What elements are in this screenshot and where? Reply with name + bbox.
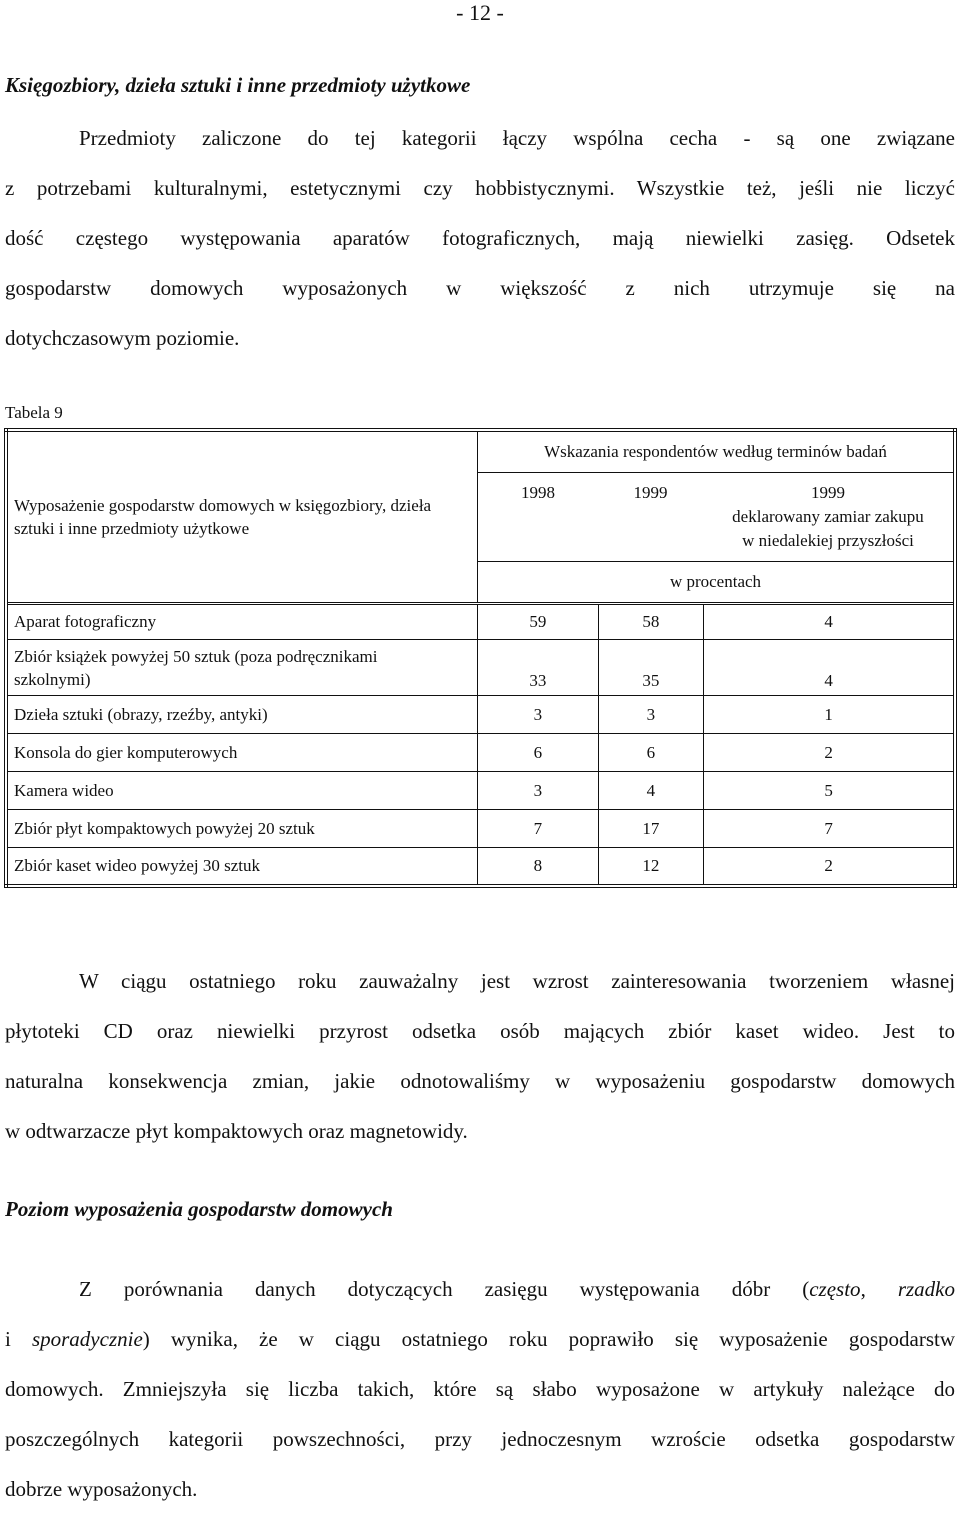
value-1998: 8 xyxy=(478,848,599,886)
value-1998: 6 xyxy=(478,734,599,772)
value-plan: 4 xyxy=(704,640,955,696)
paragraph-line xyxy=(5,1314,955,1364)
paragraph-line xyxy=(5,1264,955,1314)
paragraph-line: gospodarstw domowych wyposażonych w większość z nich utrzymuje się na xyxy=(5,276,955,300)
equipment-table xyxy=(4,428,957,888)
value-1999: 3 xyxy=(598,696,704,734)
paragraph-line: Przedmioty zaliczone do tej kategorii łączy wspólna cecha - są one związane xyxy=(79,126,955,150)
paragraph-line: W ciągu ostatniego roku zauważalny jest wzrost zainteresowania tworzeniem własnej xyxy=(79,969,955,993)
value-1999: 12 xyxy=(598,848,704,886)
group-header-cell xyxy=(478,430,956,561)
emphasis-often: często xyxy=(809,1277,861,1301)
text-run: ) wynika, że w ciągu ostatniego roku poprawiło się wyposażenie gospodarstw xyxy=(142,1327,955,1351)
table-row xyxy=(6,640,955,696)
text-run: i xyxy=(5,1327,11,1351)
section-heading-equipment-level: Poziom wyposażenia gospodarstw domowych xyxy=(5,1197,393,1221)
section-heading-collections: Księgozbiory, dzieła sztuki i inne przedmioty użytkowe xyxy=(5,73,471,97)
cd-trend-paragraph xyxy=(5,956,955,1156)
row-label: Konsola do gier komputerowych xyxy=(6,734,478,772)
row-label: Kamera wideo xyxy=(6,772,478,810)
value-1998: 33 xyxy=(478,640,599,696)
column-header-1998: 1998 xyxy=(521,483,555,502)
column-header-plan xyxy=(703,481,953,553)
page-number: - 12 - xyxy=(456,0,504,25)
paragraph-line: dość częstego występowania aparatów fotograficznych, mają niewielki zasięg. Odsetek xyxy=(5,226,955,250)
value-plan: 2 xyxy=(704,734,955,772)
group-header: Wskazania respondentów według terminów badań xyxy=(478,432,953,473)
value-1998: 3 xyxy=(478,696,599,734)
description-header: Wyposażenie gospodarstw domowych w księgozbiory, dzieła sztuki i inne przedmioty użytkowe xyxy=(6,430,478,604)
table-row xyxy=(6,696,955,734)
table-row xyxy=(6,604,955,640)
paragraph-line: płytoteki CD oraz niewielki przyrost odsetka osób mających zbiór kaset wideo. Jest to xyxy=(5,1019,955,1043)
row-label-line: szkolnymi) xyxy=(14,670,91,689)
row-label xyxy=(6,640,478,696)
emphasis-rarely: rzadko xyxy=(897,1277,955,1301)
paragraph-line: poszczególnych kategorii powszechności, przy jednoczesnym wzroście odsetka gospodarstw xyxy=(5,1427,955,1451)
value-plan: 1 xyxy=(704,696,955,734)
value-1999: 17 xyxy=(598,810,704,848)
table-row xyxy=(6,772,955,810)
plan-header-line: 1999 xyxy=(811,483,845,502)
value-1999: 4 xyxy=(598,772,704,810)
value-1998: 59 xyxy=(478,604,599,640)
row-label: Zbiór kaset wideo powyżej 30 sztuk xyxy=(6,848,478,886)
value-1999: 35 xyxy=(598,640,704,696)
paragraph-line: naturalna konsekwencja zmian, jakie odnotowaliśmy w wyposażeniu gospodarstw domowych xyxy=(5,1069,955,1093)
comparison-paragraph xyxy=(5,1264,955,1514)
paragraph-line: dotychczasowym poziomie. xyxy=(5,326,240,350)
table-row xyxy=(6,734,955,772)
table-header-row xyxy=(6,430,955,561)
value-1999: 58 xyxy=(598,604,704,640)
emphasis-sporadically: sporadycznie xyxy=(31,1327,143,1351)
paragraph-line: z potrzebami kulturalnymi, estetycznymi czy hobbistycznymi. Wszystkie też, jeśli nie liczyć xyxy=(5,176,955,200)
value-1998: 3 xyxy=(478,772,599,810)
plan-header-line: w niedalekiej przyszłości xyxy=(742,531,914,550)
value-plan: 4 xyxy=(704,604,955,640)
table-row xyxy=(6,848,955,886)
text-run: , xyxy=(860,1277,866,1301)
text-run: Z porównania danych dotyczących zasięgu występowania dóbr ( xyxy=(79,1277,810,1301)
column-header-1999: 1999 xyxy=(633,483,668,502)
row-label: Aparat fotograficzny xyxy=(6,604,478,640)
value-plan: 7 xyxy=(704,810,955,848)
paragraph-line: domowych. Zmniejszyła się liczba takich, które są słabo wyposażone w artykuły należące do xyxy=(5,1377,955,1401)
row-label: Dzieła sztuki (obrazy, rzeźby, antyki) xyxy=(6,696,478,734)
value-plan: 2 xyxy=(704,848,955,886)
value-1999: 6 xyxy=(598,734,704,772)
paragraph-line: w odtwarzacze płyt kompaktowych oraz magnetowidy. xyxy=(5,1119,468,1143)
paragraph-line: dobrze wyposażonych. xyxy=(5,1477,198,1501)
value-plan: 5 xyxy=(704,772,955,810)
row-label: Zbiór płyt kompaktowych powyżej 20 sztuk xyxy=(6,810,478,848)
plan-header-line: deklarowany zamiar zakupu xyxy=(732,507,924,526)
row-label-line: Zbiór książek powyżej 50 sztuk (poza podręcznikami xyxy=(14,647,378,666)
table-row xyxy=(6,810,955,848)
table-caption: Tabela 9 xyxy=(5,403,63,422)
value-1998: 7 xyxy=(478,810,599,848)
unit-label: w procentach xyxy=(478,561,956,603)
intro-paragraph xyxy=(5,113,955,363)
